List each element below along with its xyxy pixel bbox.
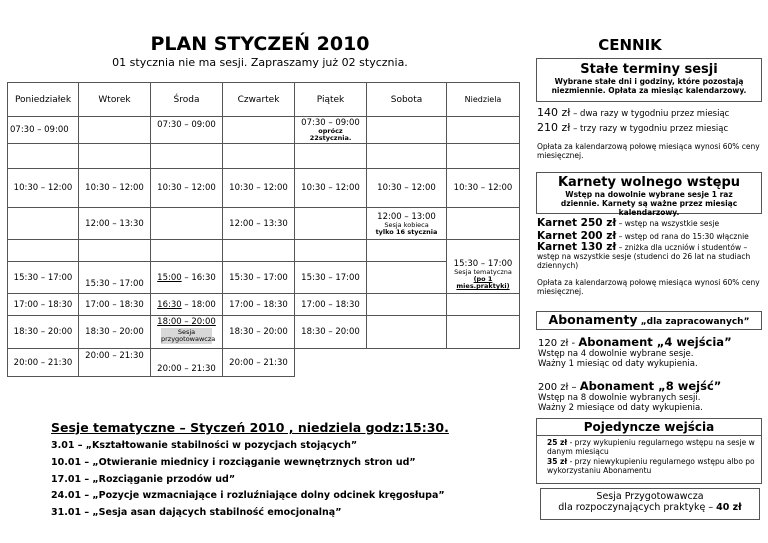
session-cell: 20:00 – 21:30: [151, 349, 223, 377]
price-description: – zniżka dla uczniów i studentów – wstęp na wszystkie sesje (studenci do 26 lat na studiach dziennych): [537, 243, 751, 270]
passes-title: Karnety wolnego wstępu: [557, 175, 741, 190]
empty-cell: [447, 144, 520, 169]
table-row: [8, 169, 520, 208]
subscription-8: [538, 379, 762, 413]
price-description: – dwa razy w tygodniu przez miesiąc: [570, 109, 730, 119]
empty-cell: [223, 117, 295, 144]
session-note: Sesja: [177, 328, 196, 336]
session-cell: [151, 316, 223, 349]
subscription-4: [538, 335, 762, 369]
single-entry-title: Pojedyncze wejścia: [537, 420, 761, 436]
subscription-price: 200 zł –: [538, 382, 580, 393]
price-amount: Karnet 200 zł: [537, 230, 617, 242]
single-entry-description: - przy niewykupieniu regularnego wstępu albo po wykorzystaniu Abonamentu: [547, 457, 755, 475]
single-entry-option: [537, 436, 761, 456]
session-note: Sesja kobieca: [384, 220, 429, 229]
price-amount: Karnet 130 zł: [537, 241, 617, 253]
empty-cell: [8, 208, 79, 240]
session-cell: 07:30 – 09:00: [151, 117, 223, 144]
session-time: 07:30 – 09:00: [301, 118, 360, 128]
passes-box: [536, 172, 762, 217]
session-cell: 12:00 – 13:30: [223, 208, 295, 240]
prep-session-price: 40 zł: [716, 502, 742, 513]
empty-cell: [367, 262, 447, 294]
session-time: 18:00 – 20:00: [157, 317, 216, 327]
passes-prices: [537, 217, 763, 296]
day-header-friday: Piątek: [295, 83, 367, 117]
subscription-name: Abonament „4 wejścia”: [578, 335, 732, 349]
prep-session-box: [540, 488, 760, 520]
subscriptions-title-sub: „dla zapracowanych”: [637, 317, 750, 327]
session-note: przygotowawcza: [161, 335, 216, 343]
price-description: – wstęp na wszystkie sesje: [616, 219, 720, 228]
session-cell: 12:00 – 13:30: [79, 208, 151, 240]
session-cell: [295, 117, 367, 144]
price-description: – trzy razy w tygodniu przez miesiąc: [570, 124, 729, 134]
fixed-sessions-box: [536, 58, 762, 102]
session-cell: 15:30 – 17:00: [223, 262, 295, 294]
themed-session-item: 31.01 – „Sesja asan dających stabilność emocjonalną”: [51, 507, 342, 518]
subscription-name: Abonament „8 wejść”: [579, 379, 722, 393]
schedule-header-row: [8, 83, 520, 117]
empty-cell: [151, 208, 223, 240]
fixed-sessions-prices: [537, 107, 761, 160]
empty-cell: [367, 294, 447, 316]
empty-cell: [8, 240, 79, 262]
fixed-sessions-description: Wybrane stałe dni i godziny, które pozostają niezmiennie. Opłata za miesiąc kalendarzowy.: [551, 77, 747, 95]
themed-session-item: 10.01 – „Otwieranie miednicy i rozciąganie wewnętrznych stron ud”: [51, 457, 416, 468]
price-line: [537, 122, 761, 135]
session-note: oprócz 22stycznia.: [309, 127, 352, 142]
empty-cell: [447, 316, 520, 349]
day-header-thursday: Czwartek: [223, 83, 295, 117]
single-entry-box: [536, 418, 762, 484]
subscriptions-box: [536, 311, 762, 330]
session-cell: 18:30 – 20:00: [8, 316, 79, 349]
prep-session-description: dla rozpoczynających praktykę –: [558, 502, 717, 513]
session-cell: 15:30 – 17:00: [8, 262, 79, 294]
price-line: [537, 243, 763, 270]
subscriptions-title: [537, 312, 761, 327]
price-note: Opłata za kalendarzową połowę miesiąca wynosi 60% ceny miesięcznej.: [537, 278, 760, 296]
session-start: 16:30: [157, 299, 182, 310]
session-cell: 20:00 – 21:30: [8, 349, 79, 377]
session-cell: 10:30 – 12:00: [223, 169, 295, 208]
price-description: – wstęp od rana do 15:30 włącznie: [616, 232, 749, 241]
empty-cell: [8, 144, 79, 169]
price-note: Opłata za kalendarzową połowę miesiąca wynosi 60% ceny miesięcznej.: [537, 142, 760, 160]
empty-cell: [79, 144, 151, 169]
day-header-monday: Poniedziałek: [8, 83, 79, 117]
session-cell: 10:30 – 12:00: [447, 169, 520, 208]
price-line: [537, 217, 763, 230]
session-note: Sesja tematyczna: [454, 268, 512, 276]
table-row: [8, 117, 520, 144]
subscription-heading: [538, 379, 762, 393]
empty-cell: [367, 240, 447, 262]
session-cell: 10:30 – 12:00: [367, 169, 447, 208]
schedule-table: [7, 82, 520, 377]
session-cell: 10:30 – 12:00: [151, 169, 223, 208]
single-entry-price: 25 zł: [547, 438, 568, 447]
empty-cell: [447, 208, 520, 240]
prep-session-highlight: [161, 328, 216, 344]
table-row: [8, 208, 520, 240]
day-header-saturday: Sobota: [367, 83, 447, 117]
session-cell: [151, 294, 223, 316]
themed-session-item: 24.01 – „Pozycje wzmacniające i rozluźniające dolny odcinek kręgosłupa”: [51, 490, 445, 501]
empty-cell: [447, 294, 520, 316]
session-note: (po 1 mies.praktyki): [456, 275, 510, 290]
empty-cell: [223, 144, 295, 169]
empty-cell: [223, 240, 295, 262]
empty-cell: [367, 349, 447, 377]
session-note: tylko 16 stycznia: [375, 227, 438, 236]
single-entry-price: 35 zł: [547, 457, 568, 466]
themed-session-item: 17.01 – „Rozciąganie przodów ud”: [51, 474, 236, 485]
subscriptions-title-main: Abonamenty: [548, 312, 638, 327]
empty-cell: [151, 240, 223, 262]
day-header-sunday: Niedziela: [447, 83, 520, 117]
single-entry-option: [537, 456, 761, 475]
single-entry-description: - przy wykupieniu regularnego wstępu na sesje w danym miesiącu: [547, 438, 755, 456]
price-amount: Karnet 250 zł: [537, 217, 617, 229]
passes-description: Wstęp na dowolnie wybrane sesje 1 raz dziennie. Karnety są ważne przez miesiąc kalendarzowy.: [560, 190, 738, 217]
empty-cell: [367, 316, 447, 349]
empty-cell: [447, 117, 520, 144]
empty-cell: [295, 208, 367, 240]
session-cell: 18:30 – 20:00: [295, 316, 367, 349]
session-time: 12:00 – 13:00: [377, 211, 436, 222]
empty-cell: [79, 117, 151, 144]
empty-cell: [367, 117, 447, 144]
price-list-title: CENNIK: [598, 36, 662, 54]
themed-sessions-heading: Sesje tematyczne – Styczeń 2010 , niedziela godz:15:30.: [51, 420, 449, 435]
table-row: [8, 316, 520, 349]
session-cell: 17:00 – 18:30: [295, 294, 367, 316]
session-cell: [367, 208, 447, 240]
session-cell: 20:00 – 21:30: [223, 349, 295, 377]
table-row: [8, 144, 520, 169]
page-subtitle: 01 stycznia nie ma sesji. Zapraszamy już 02 stycznia.: [112, 56, 408, 69]
session-time: 15:30 – 17:00: [453, 259, 513, 269]
session-end: – 16:30: [181, 272, 216, 283]
session-cell: [151, 262, 223, 294]
table-row: [8, 294, 520, 316]
session-cell: 17:00 – 18:30: [223, 294, 295, 316]
prep-session-line: [541, 502, 759, 513]
price-line: [537, 107, 761, 120]
empty-cell: [447, 349, 520, 377]
subscription-heading: [538, 335, 762, 349]
day-header-wednesday: Środa: [151, 83, 223, 117]
session-end: – 18:00: [181, 299, 216, 310]
page-title: PLAN STYCZEŃ 2010: [150, 33, 370, 55]
empty-cell: [295, 349, 367, 377]
price-amount: 140 zł: [537, 106, 571, 119]
session-cell: 17:00 – 18:30: [79, 294, 151, 316]
session-cell: 10:30 – 12:00: [295, 169, 367, 208]
empty-cell: [295, 240, 367, 262]
subscription-line: Wstęp na 4 dowolnie wybrane sesje.: [538, 349, 694, 359]
fixed-sessions-title: Stałe terminy sesji: [580, 62, 718, 77]
session-cell: 07:30 – 09:00: [8, 117, 79, 144]
subscription-line: Ważny 1 miesiąc od daty wykupienia.: [538, 359, 698, 369]
subscription-line: Ważny 2 miesiące od daty wykupienia.: [538, 403, 703, 413]
session-cell: 18:30 – 20:00: [79, 316, 151, 349]
table-row: [8, 349, 520, 377]
empty-cell: [447, 240, 520, 294]
table-row: [8, 240, 520, 262]
table-row: [8, 262, 520, 294]
subscriptions-list: [538, 335, 762, 413]
session-cell: 17:00 – 18:30: [8, 294, 79, 316]
empty-cell: [367, 144, 447, 169]
session-cell: 18:30 – 20:00: [223, 316, 295, 349]
session-cell: 15:30 – 17:00: [79, 262, 151, 294]
empty-cell: [79, 240, 151, 262]
themed-session-item: 3.01 – „Kształtowanie stabilności w pozycjach stojących”: [51, 440, 358, 451]
session-cell: 15:30 – 17:00: [295, 262, 367, 294]
empty-cell: [295, 144, 367, 169]
price-amount: 210 zł: [537, 121, 571, 134]
day-header-tuesday: Wtorek: [79, 83, 151, 117]
session-cell: 20:00 – 21:30: [79, 349, 151, 377]
subscription-line: Wstęp na 8 dowolnie wybranych sesji.: [538, 393, 701, 403]
session-start: 15:00: [157, 272, 182, 283]
empty-cell: [151, 144, 223, 169]
subscription-price: 120 zł -: [538, 338, 579, 349]
session-cell: 10:30 – 12:00: [8, 169, 79, 208]
prep-session-title: Sesja Przygotowawcza: [596, 491, 704, 502]
session-cell: 10:30 – 12:00: [79, 169, 151, 208]
